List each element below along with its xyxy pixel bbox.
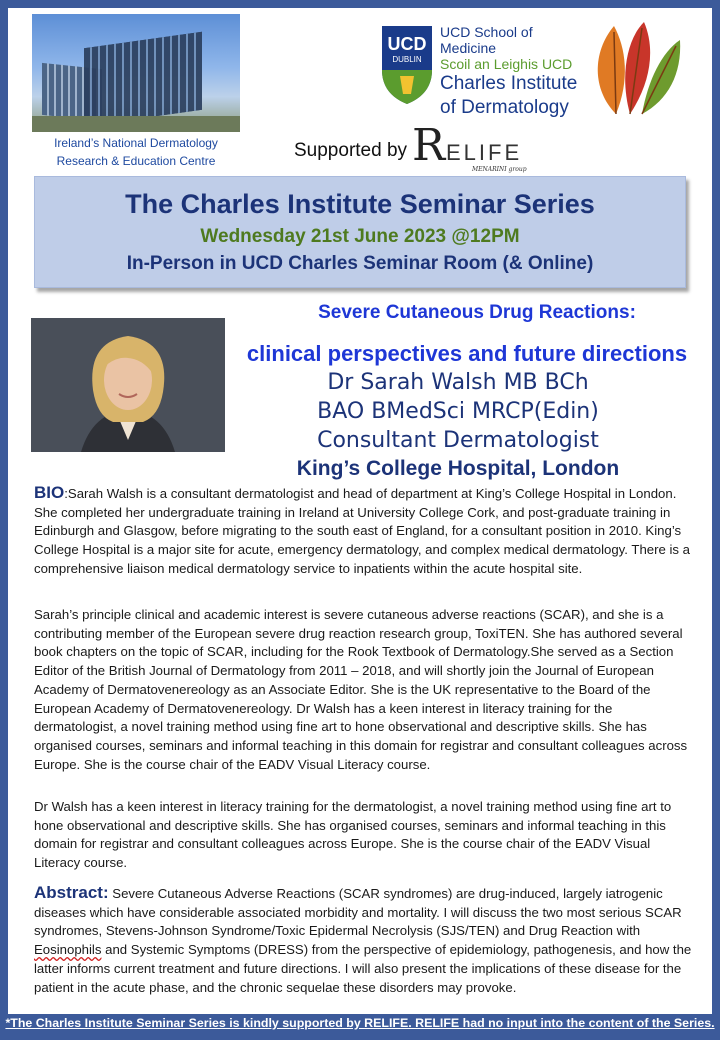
sponsor-disclaimer: *The Charles Institute Seminar Series is kindly supported by RELIFE. RELIFE had no input into the content of the Series.	[5, 1016, 715, 1030]
research-paragraph: Sarah’s principle clinical and academic interest is severe cutaneous adverse reactions (SCAR), and she is a contributing member of the European severe drug reaction research group, ToxiTEN. She has authored several book chapters on the topic of SCAR, including for the Rook Textbook of Dermatology.She served as a Section Editor of the British Journal of Dermatology from 2011 – 2018, and will shortly join the Journal of European Academy of Dermatovenereology as an Associate Editor. She is the UK representative to the Board of the European Academy of Dermatovenereology. Dr Walsh has a keen interest in literacy training for the dermatologist, a novel training method using fine art to hone observational and descriptive skills. She has organised courses, seminars and informal teaching in this domain for registrar and consultant colleagues across Europe. She is the course chair of the EADV Visual Literacy course.	[34, 607, 688, 772]
relife-logo-r: R	[412, 120, 444, 171]
speaker-name: Dr Sarah Walsh MB BCh	[327, 370, 589, 395]
talk-title-line-2: clinical perspectives and future directions	[246, 341, 688, 366]
abstract-text-1: Severe Cutaneous Adverse Reactions (SCAR syndromes) are drug-induced, largely iatrogenic diseases which have considerable associated morbidity and mortality. I will discuss the two most serious SCAR syndromes, Stevens-Johnson Syndrome/Toxic Epidermal Necrolysis (SJS/TEN) and Drug Reaction with	[34, 886, 682, 939]
abstract-text-2: and Systemic Symptoms (DRESS) from the perspective of epidemiology, pathogenesis, and how the latter informs current treatment and future directions. I will also present the implications of these disease for the patient in the acute phase, and the chronic sequelae these disorders may provoke.	[34, 942, 692, 995]
bio-label: BIO	[34, 483, 65, 502]
abstract-label: Abstract:	[34, 883, 109, 902]
speaker-portrait	[31, 318, 225, 452]
institute-name-line-1: Charles Institute	[440, 73, 578, 94]
seminar-banner	[34, 176, 686, 288]
institute-name-line-2: of Dermatology	[440, 97, 569, 118]
speaker-block	[238, 368, 678, 483]
centre-tagline	[20, 134, 252, 170]
crest-text-ucd: UCD	[387, 34, 427, 54]
seminar-series-title: The Charles Institute Seminar Series	[125, 189, 595, 219]
abstract-spellcheck-word: Eosinophils	[34, 942, 102, 958]
tagline-line-1: Ireland’s National Dermatology	[54, 136, 218, 150]
talk-title	[232, 300, 702, 368]
relife-logo-sub: MENARINI group	[472, 166, 527, 173]
poster	[8, 8, 712, 1014]
bio-text: :Sarah Walsh is a consultant dermatologist and head of department at King’s College Hospital in London. She completed her undergraduate training in Ireland at University College Cork, and post-graduate training in Edinburgh and Glasgow, before migrating to the south east of England, for a consultant position in 2010. King’s College Hospital is a major site for acute, emergency dermatology, and complex medical dermatology. There is a comprehensive liaison medical dermatology service to inpatients within the acute hospital site.	[34, 486, 691, 576]
tagline-line-2: Research & Education Centre	[56, 154, 216, 168]
talk-title-line-1: Severe Cutaneous Drug Reactions:	[318, 302, 636, 323]
relife-logo-word: ELIFE	[446, 140, 523, 165]
bio-paragraph	[34, 484, 698, 579]
crest-text-dublin: DUBLIN	[392, 55, 422, 64]
ucd-school-name: UCD School of Medicine	[440, 24, 533, 56]
seminar-date: Wednesday 21st June 2023 @12PM	[200, 226, 520, 247]
relife-logo	[412, 122, 532, 178]
oak-leaves-logo	[586, 18, 684, 118]
ucd-wordmark	[440, 24, 590, 120]
speaker-role: Consultant Dermatologist	[317, 428, 599, 453]
speaker-qualifications: BAO BMedSci MRCP(Edin)	[317, 399, 599, 424]
ucd-school-name-irish: Scoil an Leighis UCD	[440, 56, 573, 72]
supported-by-label: Supported by	[294, 140, 408, 161]
literacy-paragraph: Dr Walsh has a keen interest in literacy training for the dermatologist, a novel training method using fine art to hone observational and descriptive skills. She has organised courses, seminars and informal teaching in this domain for registrar and consultant colleagues across Europe. She is the course chair of the EADV Visual Literacy course.	[34, 799, 672, 871]
building-photo	[32, 14, 240, 132]
speaker-hospital: King’s College Hospital, London	[296, 457, 620, 480]
ucd-crest-logo	[378, 22, 436, 106]
seminar-location: In-Person in UCD Charles Seminar Room (& Online)	[126, 253, 594, 274]
abstract-paragraph	[34, 884, 698, 997]
